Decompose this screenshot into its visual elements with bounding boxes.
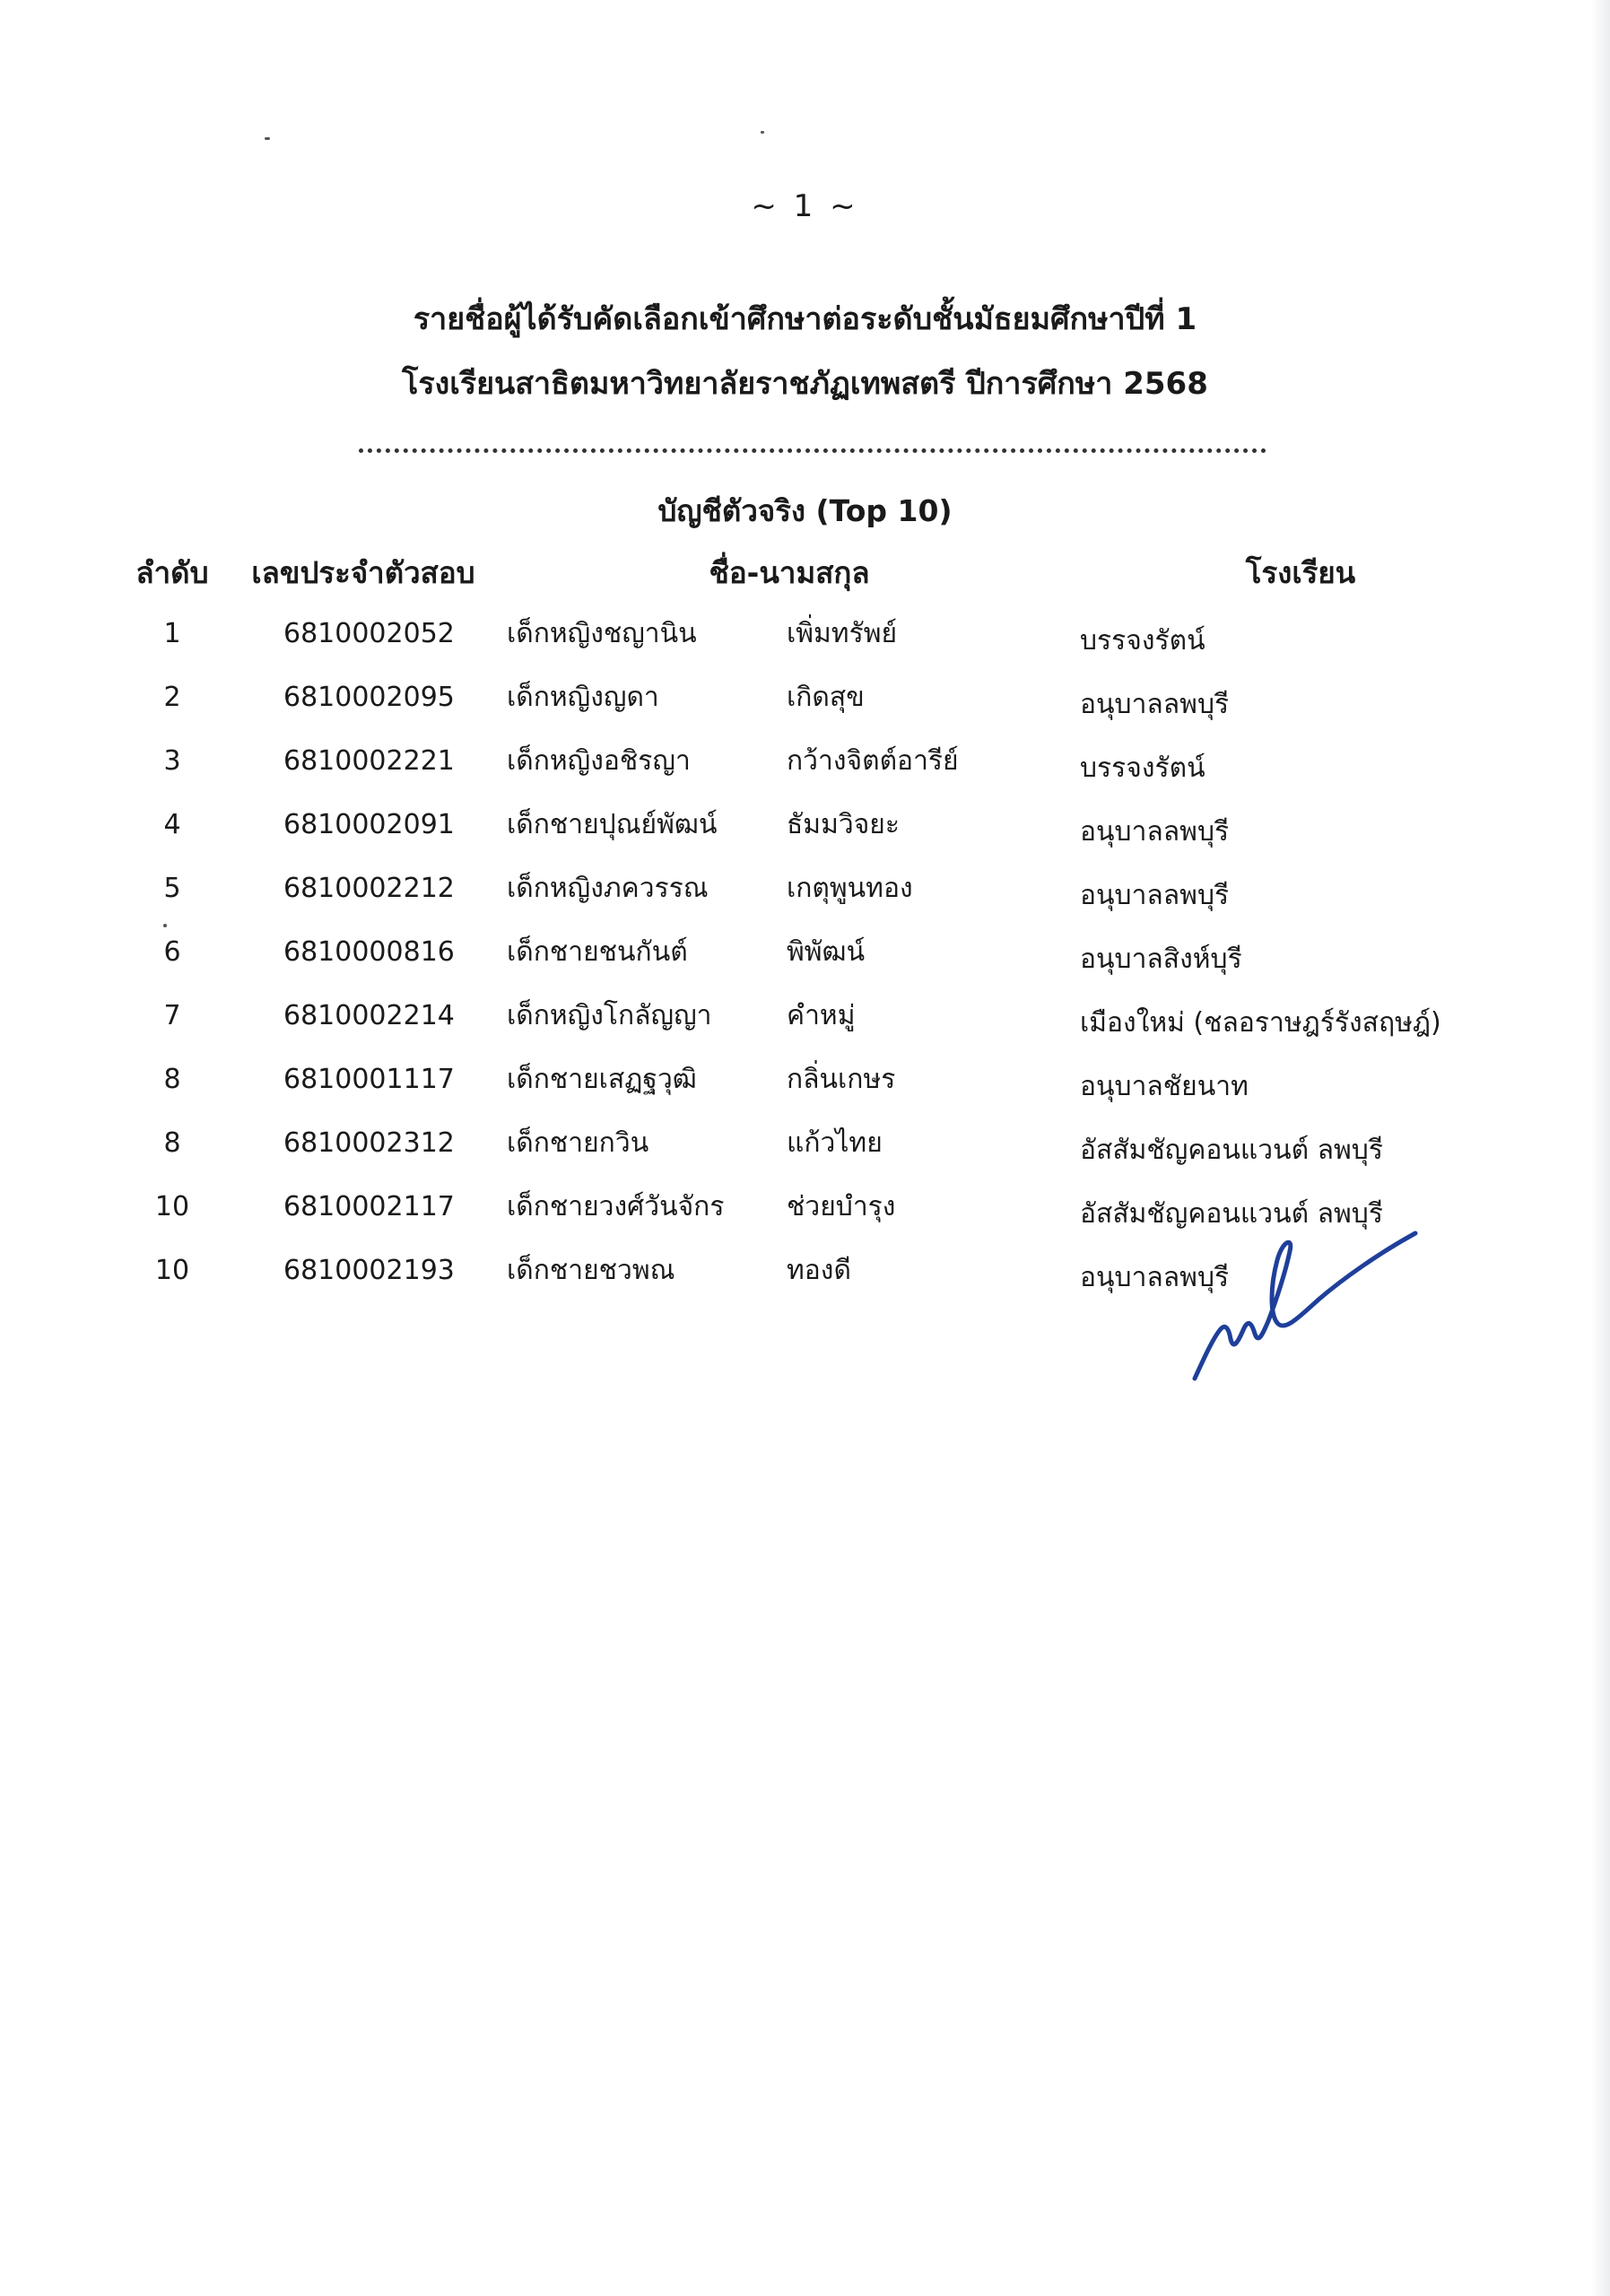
rank-cell: 1 <box>163 618 181 649</box>
school-cell: บรรจงรัตน์ <box>1080 625 1205 657</box>
last-name-cell: ช่วยบำรุง <box>787 1191 896 1222</box>
table-row <box>0 989 1610 1043</box>
school-cell: อนุบาลลพบุรี <box>1080 880 1230 911</box>
document-title: รายชื่อผู้ได้รับคัดเลือกเข้าศึกษาต่อระดับชั้นมัธยมศึกษาปีที่ 1 <box>413 301 1197 337</box>
column-header-exam-id: เลขประจำตัวสอบ <box>251 555 475 590</box>
column-header-rank: ลำดับ <box>135 555 209 590</box>
exam-id-cell: 6810002193 <box>283 1255 455 1286</box>
table-row <box>0 1053 1610 1107</box>
exam-id-cell: 6810002312 <box>283 1127 455 1159</box>
table-row <box>0 862 1610 916</box>
rank-cell: 2 <box>163 682 181 713</box>
first-name-cell: เด็กหญิงอชิรญา <box>507 745 691 777</box>
last-name-cell: ทองดี <box>787 1255 851 1286</box>
exam-id-cell: 6810002095 <box>283 682 455 713</box>
last-name-cell: ธัมมวิจยะ <box>787 809 900 840</box>
first-name-cell: เด็กชายวงศ์วันจักร <box>507 1191 725 1222</box>
school-cell: อนุบาลลพบุรี <box>1080 816 1230 848</box>
last-name-cell: กลิ่นเกษร <box>787 1064 896 1095</box>
rank-cell: 5 <box>163 873 181 904</box>
first-name-cell: เด็กชายปุณย์พัฒน์ <box>507 809 718 840</box>
rank-cell: 3 <box>163 745 181 777</box>
table-row <box>0 735 1610 788</box>
first-name-cell: เด็กหญิงญดา <box>507 682 659 713</box>
exam-id-cell: 6810002214 <box>283 1000 455 1031</box>
list-title: บัญชีตัวจริง (Top 10) <box>657 493 953 528</box>
first-name-cell: เด็กหญิงภควรรณ <box>507 873 709 904</box>
last-name-cell: กว้างจิตต์อารีย์ <box>787 745 959 777</box>
first-name-cell: เด็กชายเสฏฐวุฒิ <box>507 1064 697 1095</box>
exam-id-cell: 6810002221 <box>283 745 455 777</box>
school-cell: อัสสัมชัญคอนแวนต์ ลพบุรี <box>1080 1135 1383 1166</box>
table-row <box>0 671 1610 725</box>
last-name-cell: เพิ่มทรัพย์ <box>787 618 898 649</box>
page-number: ~ 1 ~ <box>751 188 859 224</box>
handwritten-signature <box>1184 1224 1426 1390</box>
rank-cell: 10 <box>154 1191 190 1222</box>
rank-cell: 4 <box>163 809 181 840</box>
first-name-cell: เด็กชายชวพณ <box>507 1255 675 1286</box>
exam-id-cell: 6810002052 <box>283 618 455 649</box>
rank-cell: 7 <box>163 1000 181 1031</box>
first-name-cell: เด็กหญิงโกลัญญา <box>507 1000 712 1031</box>
last-name-cell: แก้วไทย <box>787 1127 883 1159</box>
column-header-name: ชื่อ-นามสกุล <box>709 555 870 590</box>
school-cell: อนุบาลลพบุรี <box>1080 689 1230 720</box>
last-name-cell: เกตุพูนทอง <box>787 873 913 904</box>
exam-id-cell: 6810002212 <box>283 873 455 904</box>
table-row <box>0 1117 1610 1170</box>
table-row <box>0 607 1610 661</box>
column-header-school: โรงเรียน <box>1245 555 1356 590</box>
exam-id-cell: 6810002117 <box>283 1191 455 1222</box>
school-cell: อนุบาลลพบุรี <box>1080 1262 1230 1293</box>
exam-id-cell: 6810001117 <box>283 1064 455 1095</box>
school-cell: อนุบาลสิงห์บุรี <box>1080 944 1242 975</box>
first-name-cell: เด็กชายชนกันต์ <box>507 936 688 968</box>
rank-cell: 8 <box>163 1064 181 1095</box>
document-subtitle: โรงเรียนสาธิตมหาวิทยาลัยราชภัฏเทพสตรี ปีการศึกษา 2568 <box>402 366 1208 402</box>
school-cell: อนุบาลชัยนาท <box>1080 1071 1249 1102</box>
rank-cell: 10 <box>154 1255 190 1286</box>
school-cell: อัสสัมชัญคอนแวนต์ ลพบุรี <box>1080 1198 1383 1230</box>
last-name-cell: คำหมู่ <box>787 1000 856 1031</box>
rank-cell: 6 <box>163 936 181 968</box>
school-cell: เมืองใหม่ (ชลอราษฎร์รังสฤษฎ์) <box>1080 1007 1441 1039</box>
school-cell: บรรจงรัตน์ <box>1080 752 1205 784</box>
last-name-cell: เกิดสุข <box>787 682 865 713</box>
first-name-cell: เด็กชายกวิน <box>507 1127 649 1159</box>
exam-id-cell: 6810002091 <box>283 809 455 840</box>
last-name-cell: พิพัฒน์ <box>787 936 866 968</box>
exam-id-cell: 6810000816 <box>283 936 455 968</box>
rank-cell: 8 <box>163 1127 181 1159</box>
table-row <box>0 926 1610 979</box>
table-row <box>0 798 1610 852</box>
first-name-cell: เด็กหญิงชญานิน <box>507 618 697 649</box>
